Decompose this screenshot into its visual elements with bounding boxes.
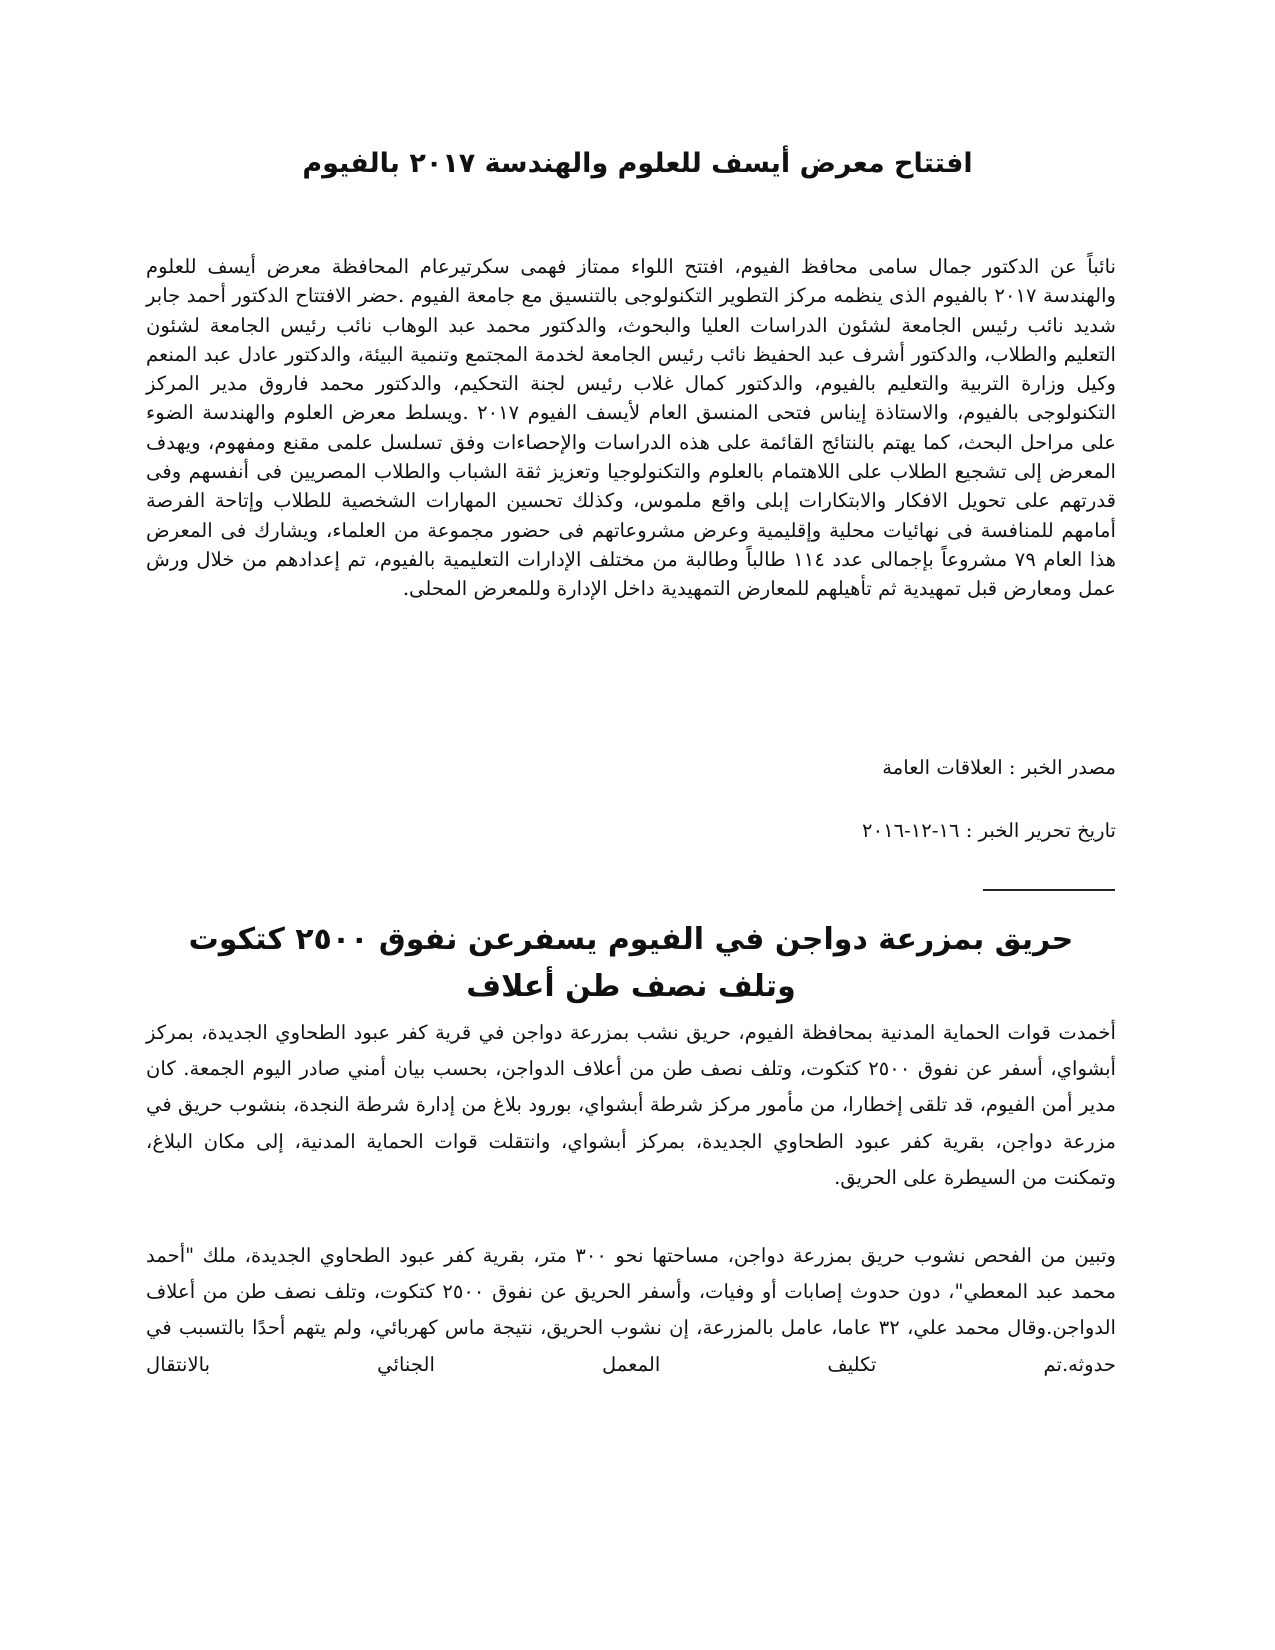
second-article-paragraph-2: وتبين من الفحص نشوب حريق بمزرعة دواجن، مساحتها نحو ٣٠٠ متر، بقرية كفر عبود الطحاوي الجديدة، ملك "أحمد محمد عبد المعطي"، دون حدوث إصابات أو وفيات، وأسفر الحريق عن نفوق ٢٥٠٠ كتكوت، وتلف نصف طن من أعلاف الدواجن.وقال محمد علي، ٣٢ عاما، عامل بالمزرعة، إن نشوب الحريق، نتيجة ماس كهربائي، ولم يتهم أحدًا بالتسبب في حدوثه.تم تكليف المعمل الجنائي بالانتقال [146, 1244, 1117, 1376]
news-source: مصدر الخبر : العلاقات العامة [882, 756, 1116, 779]
news-date: تاريخ تحرير الخبر : ١٦-١٢-٢٠١٦ [862, 819, 1116, 842]
article-title: افتتاح معرض أيسف للعلوم والهندسة ٢٠١٧ بالفيوم [302, 148, 973, 179]
article-separator [983, 889, 1115, 891]
second-article-title: حريق بمزرعة دواجن في الفيوم يسفرعن نفوق ٢٥٠٠ كتكوت وتلف نصف طن أعلاف [188, 922, 1074, 1004]
second-article-paragraph-1: أخمدت قوات الحماية المدنية بمحافظة الفيوم، حريق نشب بمزرعة دواجن في قرية كفر عبود الطحاوي الجديدة، بمركز أبشواي، أسفر عن نفوق ٢٥٠٠ كتكوت، وتلف نصف طن من أعلاف الدواجن، بحسب بيان أمني صادر اليوم الجمعة. كان مدير أمن الفيوم، قد تلقى إخطارا، من مأمور مركز شرطة أبشواي، بورود بلاغ من إدارة شرطة النجدة، بنشوب حريق في مزرعة دواجن، بقرية كفر عبود الطحاوي الجديدة، بمركز أبشواي، وانتقلت قوات الحماية المدنية، إلى مكان البلاغ، وتمكنت من السيطرة على الحريق. [146, 1021, 1116, 1189]
article-body: نائباً عن الدكتور جمال سامى محافظ الفيوم، افتتح اللواء ممتاز فهمى سكرتيرعام المحافظة معرض أيسف للعلوم والهندسة ٢٠١٧ بالفيوم الذى ينظمه مركز التطوير التكنولوجى بالتنسيق مع جامعة الفيوم .حضر الافتتاح الدكتور أحمد جابر شديد نائب رئيس الجامعة لشئون الدراسات العليا والبحوث، والدكتور محمد عبد الوهاب نائب رئيس الجامعة لشئون التعليم والطلاب، والدكتور أشرف عبد الحفيظ نائب رئيس الجامعة لخدمة المجتمع وتنمية البيئة، والدكتور عادل عبد المنعم وكيل وزارة التربية والتعليم بالفيوم، والدكتور كمال غلاب رئيس لجنة التحكيم، والدكتور محمد فاروق مدير المركز التكنولوجى بالفيوم، والاستاذة إيناس فتحى المنسق العام لأيسف الفيوم ٢٠١٧ .ويسلط معرض العلوم والهندسة الضوء على مراحل البحث، كما يهتم بالنتائج القائمة على هذه الدراسات والإحصاءات وفق تسلسل علمى مقنع ومفهوم، ويهدف المعرض إلى تشجيع الطلاب على اللاهتمام بالعلوم والتكنولوجيا وتعزيز ثقة الشباب والطلاب المصريين فى أنفسهم وفى قدرتهم على تحويل الافكار والابتكارات إبلى واقع ملموس، وكذلك تحسين المهارات الشخصية للطلاب وإتاحة الفرصة أمامهم للمنافسة فى نهائيات محلية وإقليمية وعرض مشروعاتهم فى حضور مجموعة من العلماء، ويشارك فى المعرض هذا العام ٧٩ مشروعاً بإجمالى عدد ١١٤ طالباً وطالبة من مختلف الإدارات التعليمية بالفيوم، تم إعدادهم من خلال ورش عمل ومعارض قبل تمهيدية ثم تأهيلهم للمعارض التمهيدية داخل الإدارة وللمعرض المحلى. [146, 255, 1117, 601]
